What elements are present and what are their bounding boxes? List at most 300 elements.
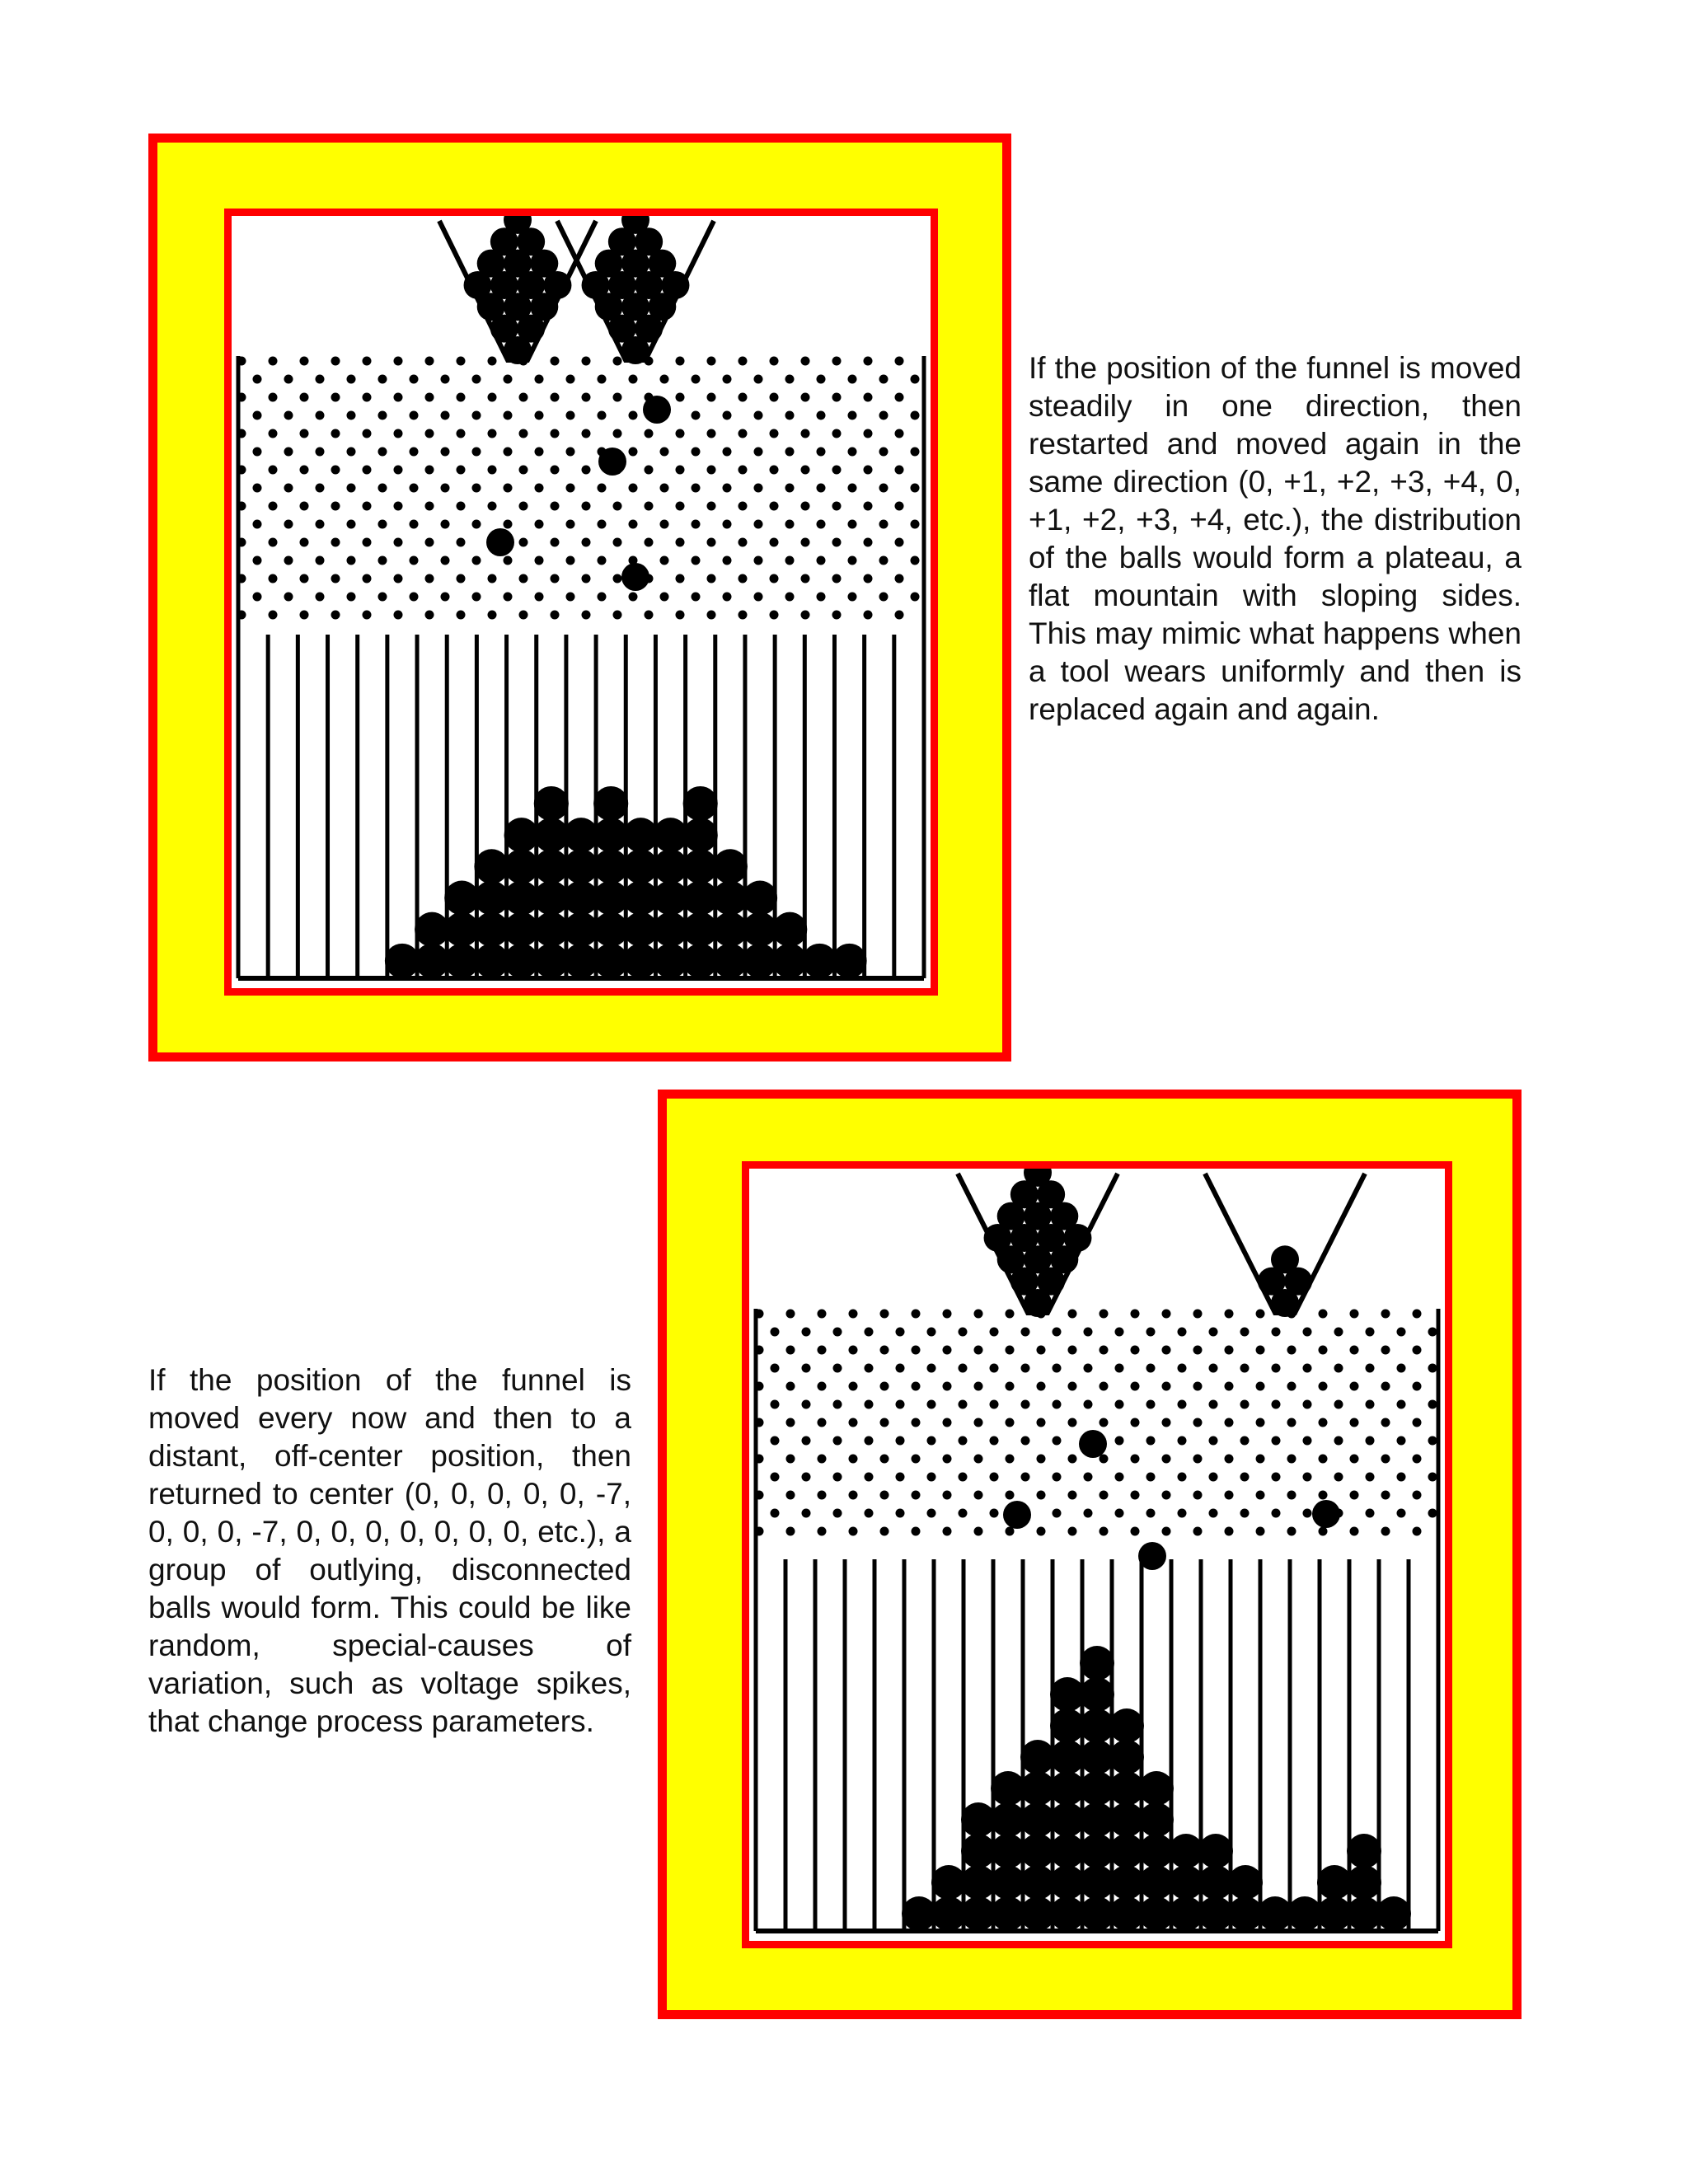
- peg: [394, 466, 403, 475]
- peg: [1287, 1346, 1296, 1355]
- peg: [582, 502, 591, 511]
- peg: [535, 448, 544, 457]
- peg: [378, 556, 387, 565]
- peg: [974, 1346, 983, 1355]
- peg: [598, 556, 607, 565]
- peg: [535, 593, 544, 602]
- stacked-ball: [1020, 1740, 1055, 1774]
- peg: [347, 375, 356, 384]
- peg: [692, 448, 701, 457]
- peg: [895, 502, 904, 511]
- peg: [1381, 1382, 1390, 1391]
- peg: [692, 411, 701, 420]
- peg: [801, 429, 810, 438]
- peg: [269, 574, 278, 583]
- peg: [770, 574, 779, 583]
- peg: [582, 357, 591, 366]
- peg: [378, 520, 387, 529]
- peg: [1131, 1346, 1140, 1355]
- peg: [879, 448, 889, 457]
- peg: [394, 502, 403, 511]
- peg: [331, 393, 340, 402]
- peg: [1006, 1418, 1015, 1427]
- peg: [347, 556, 356, 565]
- peg: [316, 520, 325, 529]
- peg: [1162, 1418, 1171, 1427]
- peg: [519, 429, 528, 438]
- peg: [1021, 1436, 1030, 1446]
- peg: [943, 1346, 952, 1355]
- peg: [363, 502, 372, 511]
- peg: [1037, 1418, 1046, 1427]
- peg: [865, 1473, 874, 1482]
- peg: [316, 411, 325, 420]
- peg: [880, 1491, 889, 1500]
- peg: [832, 538, 842, 547]
- peg: [1319, 1346, 1328, 1355]
- peg: [1225, 1491, 1234, 1500]
- stacked-ball: [623, 912, 658, 947]
- peg: [1240, 1364, 1250, 1373]
- peg: [1037, 1346, 1046, 1355]
- peg: [848, 556, 857, 565]
- peg: [1350, 1527, 1359, 1536]
- peg: [1131, 1491, 1140, 1500]
- peg: [629, 484, 638, 493]
- peg: [519, 502, 528, 511]
- peg: [1381, 1527, 1390, 1536]
- peg: [504, 520, 513, 529]
- peg: [1287, 1418, 1296, 1427]
- peg: [896, 1436, 905, 1446]
- peg: [959, 1509, 968, 1518]
- peg: [879, 484, 889, 493]
- peg: [911, 484, 920, 493]
- peg: [801, 393, 810, 402]
- peg: [1131, 1527, 1140, 1536]
- stacked-ball: [1020, 1771, 1055, 1806]
- peg: [1053, 1473, 1062, 1482]
- peg: [284, 375, 293, 384]
- peg: [723, 593, 732, 602]
- peg: [331, 502, 340, 511]
- peg: [253, 375, 262, 384]
- stacked-ball: [961, 1834, 996, 1868]
- peg: [1272, 1328, 1281, 1337]
- peg: [676, 611, 685, 620]
- stacked-ball: [534, 786, 569, 821]
- peg: [1256, 1310, 1265, 1319]
- peg: [582, 574, 591, 583]
- peg: [269, 611, 278, 620]
- peg: [1162, 1346, 1171, 1355]
- peg: [300, 574, 309, 583]
- peg: [1366, 1364, 1375, 1373]
- stacked-ball: [1020, 1896, 1055, 1931]
- peg: [880, 1382, 889, 1391]
- peg: [378, 375, 387, 384]
- peg: [551, 429, 560, 438]
- stacked-ball: [653, 944, 687, 978]
- peg: [832, 466, 842, 475]
- peg: [347, 411, 356, 420]
- peg: [1178, 1400, 1187, 1409]
- stacked-ball: [683, 880, 718, 915]
- peg: [1413, 1382, 1422, 1391]
- peg: [1162, 1527, 1171, 1536]
- peg: [1100, 1527, 1109, 1536]
- peg: [441, 556, 450, 565]
- stacked-ball: [713, 944, 748, 978]
- peg: [802, 1400, 811, 1409]
- peg: [1256, 1418, 1265, 1427]
- peg: [519, 393, 528, 402]
- peg: [1350, 1455, 1359, 1464]
- peg: [363, 466, 372, 475]
- peg: [990, 1509, 999, 1518]
- peg: [613, 429, 622, 438]
- peg: [911, 520, 920, 529]
- peg: [880, 1346, 889, 1355]
- peg: [613, 574, 622, 583]
- peg: [1115, 1400, 1124, 1409]
- stacked-ball: [444, 944, 479, 978]
- peg: [770, 393, 779, 402]
- peg: [943, 1491, 952, 1500]
- peg: [896, 1400, 905, 1409]
- peg: [849, 1491, 858, 1500]
- peg: [911, 375, 920, 384]
- peg: [895, 357, 904, 366]
- peg: [1413, 1310, 1422, 1319]
- peg: [801, 466, 810, 475]
- peg: [660, 375, 669, 384]
- peg: [1350, 1491, 1359, 1500]
- peg: [895, 429, 904, 438]
- peg: [551, 538, 560, 547]
- peg: [1334, 1436, 1343, 1446]
- peg: [1366, 1400, 1375, 1409]
- stacked-ball: [1169, 1834, 1203, 1868]
- peg: [833, 1473, 842, 1482]
- stacked-ball: [1347, 1834, 1381, 1868]
- peg: [864, 574, 873, 583]
- stacked-ball: [1020, 1802, 1055, 1837]
- peg: [801, 611, 810, 620]
- peg: [472, 375, 481, 384]
- stacked-ball: [474, 880, 509, 915]
- peg: [754, 375, 763, 384]
- peg: [912, 1527, 921, 1536]
- peg: [1381, 1310, 1390, 1319]
- peg: [879, 556, 889, 565]
- peg: [1006, 1382, 1015, 1391]
- peg: [1006, 1455, 1015, 1464]
- peg: [1225, 1310, 1234, 1319]
- stacked-ball: [623, 818, 658, 852]
- peg: [582, 393, 591, 402]
- peg: [316, 593, 325, 602]
- peg: [912, 1455, 921, 1464]
- peg: [832, 574, 842, 583]
- peg: [1209, 1509, 1218, 1518]
- stacked-ball: [504, 818, 539, 852]
- peg: [582, 611, 591, 620]
- stacked-ball: [593, 944, 628, 978]
- peg: [959, 1436, 968, 1446]
- peg: [1397, 1364, 1406, 1373]
- peg: [770, 538, 779, 547]
- stacked-ball: [961, 1896, 996, 1931]
- peg: [1084, 1509, 1093, 1518]
- peg: [786, 1346, 795, 1355]
- peg: [895, 574, 904, 583]
- peg: [613, 538, 622, 547]
- stacked-ball: [653, 912, 687, 947]
- peg: [1256, 1346, 1265, 1355]
- peg: [1272, 1400, 1281, 1409]
- peg: [1209, 1364, 1218, 1373]
- stacked-ball: [504, 912, 539, 947]
- stacked-ball: [931, 1865, 966, 1900]
- peg: [1068, 1310, 1077, 1319]
- peg: [488, 393, 497, 402]
- peg: [284, 520, 293, 529]
- peg: [864, 357, 873, 366]
- peg: [1131, 1382, 1140, 1391]
- peg: [786, 1455, 795, 1464]
- peg: [974, 1310, 983, 1319]
- peg: [1193, 1455, 1203, 1464]
- stacked-ball: [1317, 1865, 1352, 1900]
- stacked-ball: [1050, 1771, 1085, 1806]
- peg: [410, 448, 419, 457]
- peg: [912, 1418, 921, 1427]
- stacked-ball: [1347, 1896, 1381, 1931]
- peg: [1350, 1310, 1359, 1319]
- peg: [1256, 1382, 1265, 1391]
- peg: [1084, 1473, 1093, 1482]
- peg: [864, 611, 873, 620]
- peg: [832, 502, 842, 511]
- peg: [818, 1418, 827, 1427]
- peg: [723, 375, 732, 384]
- peg: [880, 1455, 889, 1464]
- peg: [316, 375, 325, 384]
- peg: [660, 448, 669, 457]
- stacked-ball: [593, 786, 628, 821]
- peg: [1131, 1310, 1140, 1319]
- peg: [771, 1400, 780, 1409]
- peg: [896, 1473, 905, 1482]
- peg: [1178, 1473, 1187, 1482]
- peg: [551, 357, 560, 366]
- peg: [394, 574, 403, 583]
- peg: [1178, 1436, 1187, 1446]
- peg: [566, 556, 575, 565]
- peg: [425, 538, 434, 547]
- peg: [849, 1455, 858, 1464]
- peg: [1334, 1473, 1343, 1482]
- peg: [707, 393, 716, 402]
- peg: [738, 538, 748, 547]
- peg: [284, 556, 293, 565]
- falling-ball: [1003, 1501, 1031, 1529]
- stacked-ball: [713, 880, 748, 915]
- stacked-ball: [1228, 1865, 1263, 1900]
- peg: [1350, 1346, 1359, 1355]
- peg: [457, 611, 466, 620]
- peg: [1397, 1400, 1406, 1409]
- stacked-ball: [593, 912, 628, 947]
- peg: [1131, 1418, 1140, 1427]
- peg: [347, 484, 356, 493]
- stacked-ball: [474, 912, 509, 947]
- peg: [629, 411, 638, 420]
- stacked-ball: [1228, 1896, 1263, 1931]
- peg: [1225, 1418, 1234, 1427]
- stacked-ball: [1198, 1834, 1233, 1868]
- stacked-ball: [1109, 1802, 1144, 1837]
- peg: [1287, 1527, 1296, 1536]
- peg: [738, 502, 748, 511]
- peg: [723, 448, 732, 457]
- peg: [1068, 1527, 1077, 1536]
- peg: [865, 1509, 874, 1518]
- peg: [676, 466, 685, 475]
- peg: [943, 1310, 952, 1319]
- stacked-ball: [683, 818, 718, 852]
- peg: [676, 357, 685, 366]
- peg: [707, 429, 716, 438]
- peg: [771, 1473, 780, 1482]
- falling-ball: [1312, 1500, 1340, 1528]
- peg: [848, 375, 857, 384]
- peg: [331, 611, 340, 620]
- stacked-ball: [415, 944, 449, 978]
- peg: [566, 520, 575, 529]
- peg: [331, 357, 340, 366]
- peg: [378, 448, 387, 457]
- peg: [425, 357, 434, 366]
- peg: [363, 429, 372, 438]
- peg: [566, 593, 575, 602]
- peg: [707, 357, 716, 366]
- peg: [1319, 1527, 1328, 1536]
- stacked-ball: [902, 1896, 936, 1931]
- peg: [378, 484, 387, 493]
- stacked-ball: [623, 849, 658, 883]
- peg: [1287, 1382, 1296, 1391]
- peg: [660, 520, 669, 529]
- peg: [347, 520, 356, 529]
- peg: [754, 593, 763, 602]
- peg: [990, 1364, 999, 1373]
- peg: [472, 411, 481, 420]
- peg: [284, 448, 293, 457]
- peg: [316, 484, 325, 493]
- stacked-ball: [1139, 1865, 1174, 1900]
- peg: [895, 538, 904, 547]
- peg: [692, 484, 701, 493]
- peg: [676, 429, 685, 438]
- peg: [1021, 1400, 1030, 1409]
- peg: [770, 611, 779, 620]
- peg: [1303, 1473, 1312, 1482]
- stacked-ball: [683, 849, 718, 883]
- peg: [818, 1527, 827, 1536]
- peg: [488, 429, 497, 438]
- stacked-ball: [564, 912, 598, 947]
- peg: [1068, 1418, 1077, 1427]
- galton-board-frame-bottom: [658, 1090, 1522, 2019]
- peg: [1413, 1491, 1422, 1500]
- peg: [1084, 1328, 1093, 1337]
- peg: [535, 411, 544, 420]
- peg: [1240, 1509, 1250, 1518]
- peg: [1366, 1473, 1375, 1482]
- stacked-ball: [713, 849, 748, 883]
- peg: [849, 1382, 858, 1391]
- peg: [316, 448, 325, 457]
- peg: [1021, 1328, 1030, 1337]
- peg: [785, 593, 795, 602]
- peg: [645, 466, 654, 475]
- peg: [1115, 1436, 1124, 1446]
- peg: [645, 538, 654, 547]
- peg: [1381, 1491, 1390, 1500]
- stacked-ball: [444, 880, 479, 915]
- caption-plateau: If the position of the funnel is moved steadily in one direction, then restarted and moved again in the same direction (0, +1, +2, +3, +4, 0, +1, +2, +3, +4, etc.), the distribution of the balls would form a plateau, a flat mountain with sloping sides. This may mimic what happens when a tool wears uniformly and then is replaced again and again.: [1029, 351, 1522, 726]
- peg: [425, 393, 434, 402]
- peg: [912, 1310, 921, 1319]
- peg: [723, 556, 732, 565]
- peg: [1037, 1382, 1046, 1391]
- peg: [1256, 1491, 1265, 1500]
- peg: [801, 502, 810, 511]
- peg: [912, 1382, 921, 1391]
- peg: [504, 484, 513, 493]
- peg: [457, 466, 466, 475]
- peg: [566, 484, 575, 493]
- galton-board-frame-top: [148, 134, 1011, 1062]
- peg: [410, 375, 419, 384]
- peg: [771, 1364, 780, 1373]
- stacked-ball: [474, 849, 509, 883]
- peg: [1350, 1418, 1359, 1427]
- peg: [457, 538, 466, 547]
- peg: [785, 411, 795, 420]
- peg: [786, 1527, 795, 1536]
- stacked-ball: [474, 944, 509, 978]
- peg: [1303, 1509, 1312, 1518]
- peg: [1303, 1328, 1312, 1337]
- peg: [629, 448, 638, 457]
- stacked-ball: [593, 880, 628, 915]
- peg: [802, 1473, 811, 1482]
- peg: [1240, 1400, 1250, 1409]
- peg: [786, 1382, 795, 1391]
- peg: [1397, 1436, 1406, 1446]
- peg: [1366, 1436, 1375, 1446]
- peg: [1334, 1400, 1343, 1409]
- stacked-ball: [1109, 1771, 1144, 1806]
- peg: [394, 393, 403, 402]
- peg: [927, 1473, 936, 1482]
- stacked-ball: [564, 818, 598, 852]
- peg: [802, 1364, 811, 1373]
- stacked-ball: [534, 944, 569, 978]
